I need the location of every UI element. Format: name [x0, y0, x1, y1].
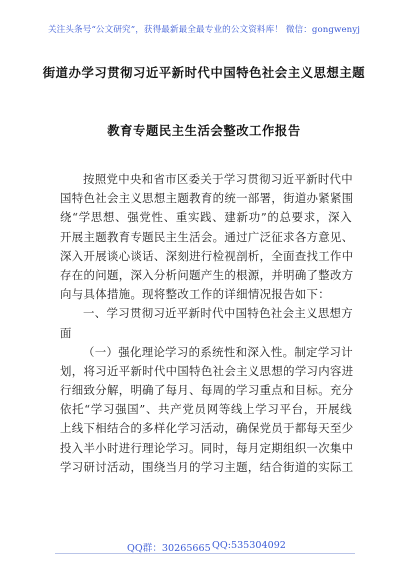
- section-heading-line: 面: [60, 325, 72, 340]
- document-body: [60, 170, 352, 477]
- footer-qq-number: QQ:535304092: [212, 540, 286, 551]
- document-title-line-1: 街道办学习贯彻习近平新时代中国特色社会主义思想主题: [42, 65, 366, 80]
- section-heading-line: 一、学习贯彻习近平新时代中国特色社会主义思想方: [83, 306, 354, 321]
- body-line: 深入开展谈心谈话、深刻进行检视剖析，全面查找工作中: [60, 248, 354, 263]
- body-line: 依托“学习强国”、共产党员网等线上学习平台，开展线: [60, 402, 352, 417]
- body-line: （一）强化理论学习的系统性和深入性。制定学习计: [83, 344, 354, 359]
- body-line: 绕“学思想、强党性、重实践、建新功”的总要求，深入: [60, 210, 352, 225]
- body-line: 存在的问题，深入分析问题产生的根源，并明确了整改方: [60, 267, 354, 282]
- body-line: 上线下相结合的多样化学习活动，确保党员于都每天至少: [60, 421, 354, 436]
- footer-qq-group: QQ群：30265665: [127, 543, 211, 554]
- body-line: 开展主题教育专题民主生活会。通过广泛征求各方意见、: [60, 229, 354, 244]
- header-promo-note: 关注头条号“公文研究”，获得最新最全最专业的公文资料库！ 微信：gongwenyj: [47, 25, 361, 35]
- body-line: 学习研讨活动，围绕当月的学习主题，结合街道的实际工: [60, 459, 354, 474]
- document-title-line-2: 教育专题民主生活会整改工作报告: [107, 123, 301, 138]
- body-line: 向与具体措施。现将整改工作的详细情况报告如下：: [60, 287, 331, 302]
- body-line: 按照党中央和省市区委关于学习贯彻习近平新时代中: [83, 172, 354, 186]
- footer-divider: [55, 553, 355, 554]
- body-line: 投入半小时进行理论学习。同时，每月定期组织一次集中: [60, 440, 354, 455]
- body-line: 划，将习近平新时代中国特色社会主义思想的学习内容进: [60, 363, 354, 378]
- body-line: 行细致分解，明确了每月、每周的学习重点和目标。充分: [60, 383, 354, 398]
- body-line: 国特色社会主义思想主题教育的统一部署，街道办紧紧围: [60, 191, 354, 206]
